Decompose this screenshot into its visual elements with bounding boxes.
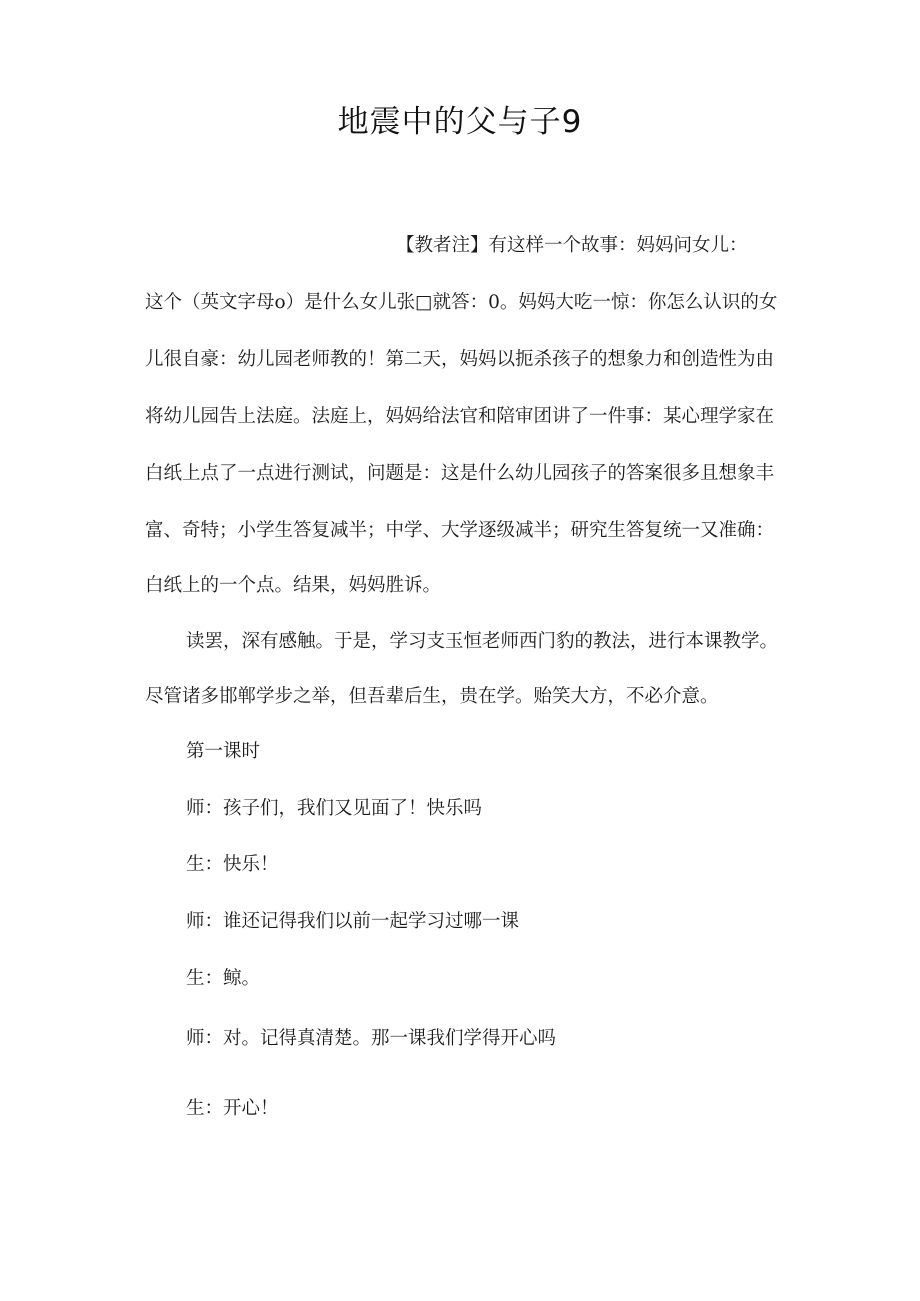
paragraph-line: 白纸上点了一点进行测试，问题是：这是什么幼儿园孩子的答案很多且想象丰 bbox=[145, 463, 775, 484]
dialogue-line: 师：谁还记得我们以前一起学习过哪一课 bbox=[186, 911, 520, 932]
document-title: 地震中的父与子9 bbox=[337, 104, 583, 140]
dialogue-line: 生：鲸。 bbox=[186, 968, 261, 989]
dialogue-line: 生：快乐！ bbox=[186, 854, 279, 875]
lesson-heading: 第一课时 bbox=[186, 741, 261, 762]
paragraph-line: 【教者注】有这样一个故事：妈妈问女儿： bbox=[396, 235, 748, 256]
dialogue-line: 师：对。记得真清楚。那一课我们学得开心吗 bbox=[186, 1028, 557, 1049]
paragraph-line: 儿很自豪：幼儿园老师教的！第二天，妈妈以扼杀孩子的想象力和创造性为由 bbox=[145, 349, 775, 370]
paragraph-line: 富、奇特；小学生答复减半；中学、大学逐级减半；研究生答复统一又准确： bbox=[145, 520, 775, 541]
dialogue-line: 生：开心！ bbox=[186, 1098, 279, 1119]
paragraph-line: 将幼儿园告上法庭。法庭上，妈妈给法官和陪审团讲了一件事：某心理学家在 bbox=[145, 406, 775, 427]
paragraph-line: 尽管诸多邯郸学步之举，但吾辈后生，贵在学。贻笑大方，不必介意。 bbox=[145, 686, 719, 707]
paragraph-line: 这个（英文字母o）是什么女儿张□就答：0。妈妈大吃一惊：你怎么认识的女 bbox=[145, 292, 778, 313]
paragraph-line: 白纸上的一个点。结果，妈妈胜诉。 bbox=[145, 575, 442, 596]
paragraph-line: 读罢，深有感触。于是，学习支玉恒老师西门豹的教法，进行本课教学。 bbox=[186, 631, 779, 652]
dialogue-line: 师：孩子们，我们又见面了！快乐吗 bbox=[186, 798, 483, 819]
